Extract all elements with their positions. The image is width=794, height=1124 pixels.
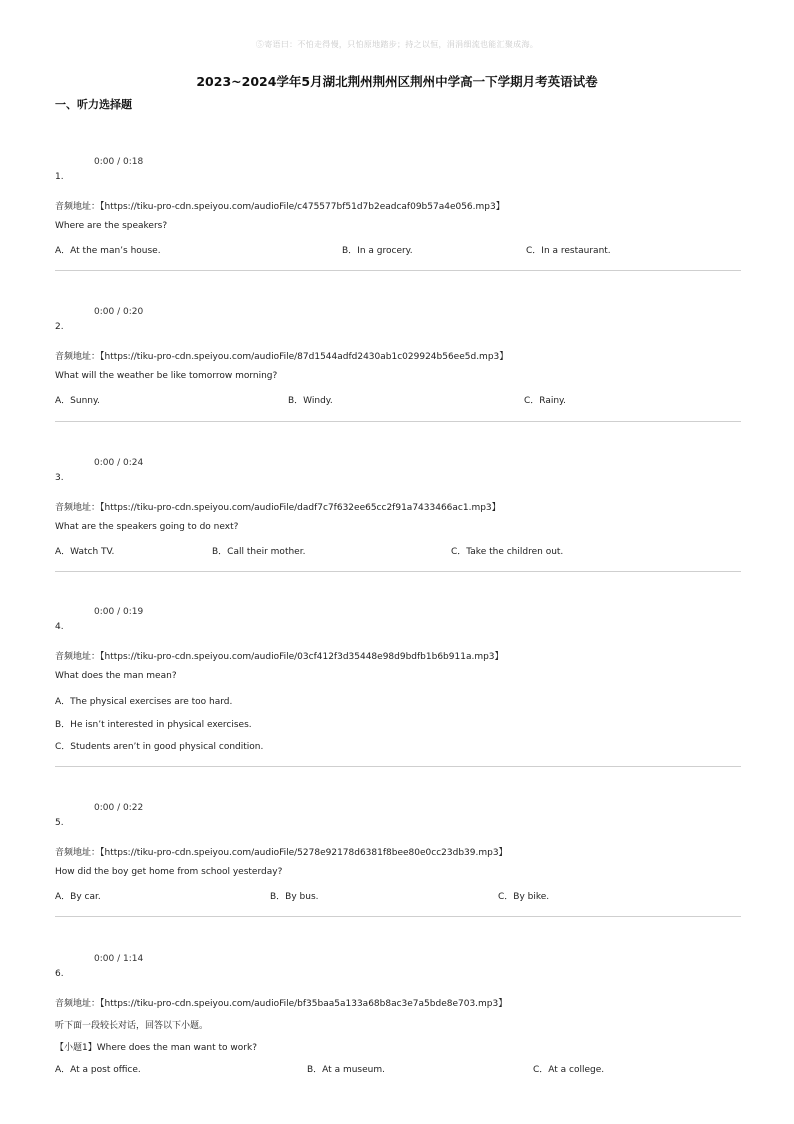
divider <box>55 571 741 572</box>
audio-url-label: 音频地址： <box>55 202 101 212</box>
audio-url-link[interactable]: 【https://tiku-pro-cdn.speiyou.com/audioFile/87d1544adfd2430ab1c029924b56ee5d.mp3】 <box>100 352 509 362</box>
divider <box>55 766 741 767</box>
option-b[interactable]: B．At a museum. <box>307 1065 385 1075</box>
option-a[interactable]: A．At a post office. <box>55 1065 141 1075</box>
audio-time[interactable]: 0:00 / 0:19 <box>94 607 144 617</box>
question-number: 3. <box>55 473 64 483</box>
section-heading: 一、听力选择题 <box>55 98 132 111</box>
audio-time[interactable]: 0:00 / 0:18 <box>94 157 144 167</box>
audio-time[interactable]: 0:00 / 0:20 <box>94 307 144 317</box>
audio-url <box>55 199 505 212</box>
audio-url-label: 音频地址： <box>55 503 101 513</box>
option-b[interactable]: B．By bus. <box>270 892 319 902</box>
question-number: 6. <box>55 969 64 979</box>
option-a[interactable]: A．By car. <box>55 892 101 902</box>
question-stem: How did the boy get home from school yesterday? <box>55 867 283 877</box>
option-c[interactable]: C．Take the children out. <box>451 547 564 557</box>
option-b[interactable]: B．He isn’t interested in physical exercises. <box>55 720 252 730</box>
audio-url-link[interactable]: 【https://tiku-pro-cdn.speiyou.com/audioFile/bf35baa5a133a68b8ac3e7a5bde8e703.mp3】 <box>100 999 508 1009</box>
audio-url <box>55 996 507 1009</box>
option-a[interactable]: A．Watch TV. <box>55 547 115 557</box>
question-intro: 听下面一段较长对话，回答以下小题。 <box>55 1021 209 1031</box>
divider <box>55 270 741 271</box>
option-c[interactable]: C．Rainy. <box>524 396 566 406</box>
option-b[interactable]: B．In a grocery. <box>342 246 413 256</box>
page-motto: ⑤寄语曰：不怕走得慢，只怕原地踏步；持之以恒，涓涓细流也能汇聚成海。 <box>255 40 539 49</box>
option-b[interactable]: B．Call their mother. <box>212 547 306 557</box>
audio-url-link[interactable]: 【https://tiku-pro-cdn.speiyou.com/audioFile/5278e92178d6381f8bee80e0cc23db39.mp3】 <box>100 848 508 858</box>
option-a[interactable]: A．The physical exercises are too hard. <box>55 697 233 707</box>
option-a[interactable]: A．Sunny. <box>55 396 100 406</box>
question-stem: What are the speakers going to do next? <box>55 522 239 532</box>
question-number: 1. <box>55 172 64 182</box>
option-c[interactable]: C．In a restaurant. <box>526 246 611 256</box>
audio-url-link[interactable]: 【https://tiku-pro-cdn.speiyou.com/audioFile/c475577bf51d7b2eadcaf09b57a4e056.mp3】 <box>100 202 505 212</box>
audio-url <box>55 349 508 362</box>
audio-url <box>55 845 508 858</box>
option-a[interactable]: A．At the man’s house. <box>55 246 161 256</box>
question-number: 4. <box>55 622 64 632</box>
audio-url-link[interactable]: 【https://tiku-pro-cdn.speiyou.com/audioFile/dadf7c7f632ee65cc2f91a7433466ac1.mp3】 <box>100 503 501 513</box>
audio-url-label: 音频地址： <box>55 352 101 362</box>
divider <box>55 916 741 917</box>
divider <box>55 421 741 422</box>
option-c[interactable]: C．At a college. <box>533 1065 605 1075</box>
audio-url <box>55 500 501 513</box>
audio-url <box>55 649 504 662</box>
audio-url-label: 音频地址： <box>55 999 101 1009</box>
sub-question-stem: 【小题1】Where does the man want to work? <box>55 1043 257 1053</box>
question-number: 5. <box>55 818 64 828</box>
audio-url-label: 音频地址： <box>55 652 101 662</box>
audio-url-link[interactable]: 【https://tiku-pro-cdn.speiyou.com/audioFile/03cf412f3d35448e98d9bdfb1b6b911a.mp3】 <box>100 652 504 662</box>
audio-time[interactable]: 0:00 / 0:24 <box>94 458 144 468</box>
option-b[interactable]: B．Windy. <box>288 396 333 406</box>
option-c[interactable]: C．Students aren’t in good physical condition. <box>55 742 264 752</box>
audio-url-label: 音频地址： <box>55 848 101 858</box>
question-number: 2. <box>55 322 64 332</box>
audio-time[interactable]: 0:00 / 1:14 <box>94 954 144 964</box>
page-title: 2023~2024学年5月湖北荆州荆州区荆州中学高一下学期月考英语试卷 <box>196 74 598 89</box>
question-stem: What will the weather be like tomorrow morning? <box>55 371 278 381</box>
question-stem: Where are the speakers? <box>55 221 168 231</box>
option-c[interactable]: C．By bike. <box>498 892 550 902</box>
question-stem: What does the man mean? <box>55 671 177 681</box>
audio-time[interactable]: 0:00 / 0:22 <box>94 803 144 813</box>
